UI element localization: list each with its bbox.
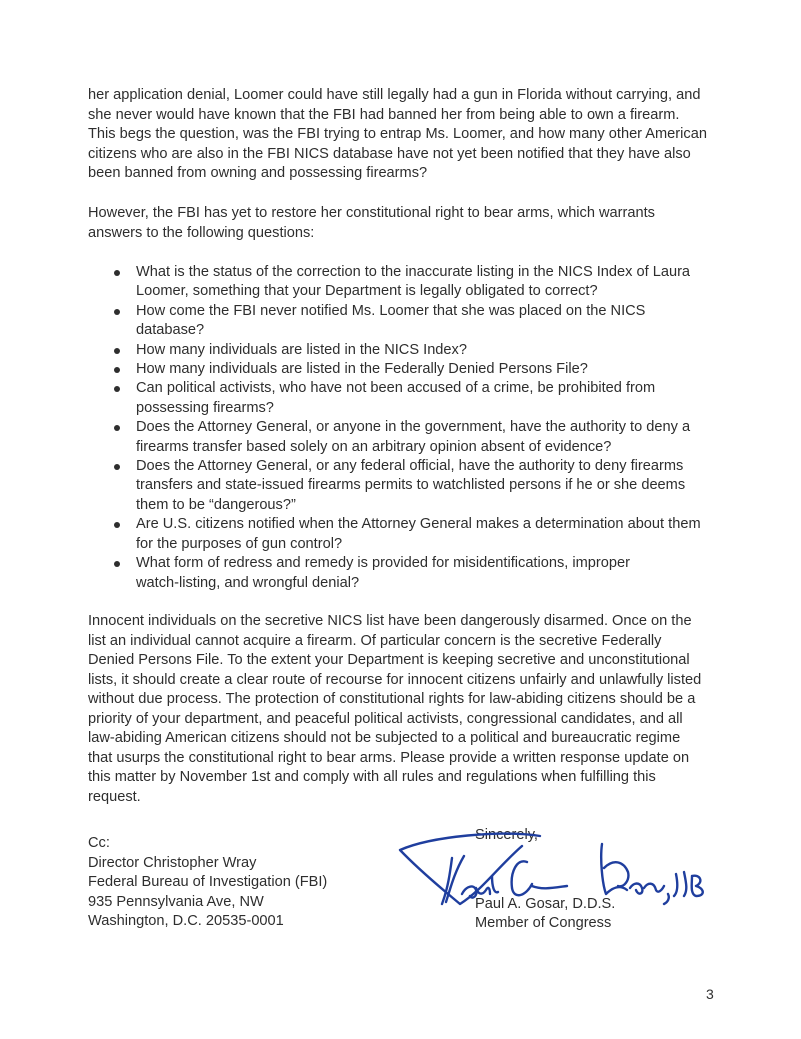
bullet-icon [114,270,120,276]
text-line: firearms transfer based solely on an arbitrary opinion absent of evidence? [136,438,612,455]
page-number: 3 [706,986,714,1002]
cc-recipient-organization: Federal Bureau of Investigation (FBI) [88,874,328,891]
text-line: her application denial, Loomer could have still legally had a gun in Florida without carrying, and [88,87,701,103]
bullet-icon [114,309,120,315]
text-line: Innocent individuals on the secretive NICS list have been dangerously disarmed. Once on the [88,613,692,629]
text-line: list an individual cannot acquire a firearm. Of particular concern is the secretive Federally [88,632,662,649]
text-line: this matter by November 1st and comply with all rules and regulations when fulfilling this [88,769,656,785]
bullet-icon [114,367,120,373]
cc-recipient-name: Director Christopher Wray [88,854,257,871]
text-line: Does the Attorney General, or any federal official, have the authority to deny firearms [136,458,684,475]
question-item [136,379,736,418]
text-line: Loomer, something that your Department is legally obligated to correct? [136,283,598,300]
signer-title: Member of Congress [475,915,612,931]
bullet-icon [114,386,120,392]
question-item [136,360,736,379]
bullet-icon [114,561,120,567]
bullet-icon [114,464,120,470]
text-line: she never would have known that the FBI had banned her from being able to own a firearm. [88,106,680,123]
question-item [136,554,736,593]
text-line: for the purposes of gun control? [136,535,343,552]
text-line: How come the FBI never notified Ms. Loomer that she was placed on the NICS [136,302,646,319]
signer-name: Paul A. Gosar, D.D.S. [475,896,616,912]
bullet-icon [114,348,120,354]
question-item [136,341,736,360]
cc-address-street: 935 Pennsylvania Ave, NW [88,893,264,910]
text-line: This begs the question, was the FBI trying to entrap Ms. Loomer, and how many other American [88,126,707,143]
question-item [136,302,736,341]
cc-address-city: Washington, D.C. 20535-0001 [88,913,284,930]
text-line: What is the status of the correction to the inaccurate listing in the NICS Index of Laura [136,264,691,280]
cc-label: Cc: [88,835,110,851]
bullet-icon [114,425,120,431]
text-line: law-abiding American citizens should not be subjected to a political and bureaucratic regime [88,730,681,746]
cc-block [88,834,327,932]
text-line: that usurps the constitutional right to bear arms. Please provide a written response update on [88,749,690,766]
text-line: without due process. The protection of constitutional rights for law-abiding citizens should be a [88,691,696,707]
text-line: Denied Persons File. To the extent your Department is keeping secretive and unconstitutional [88,652,690,668]
text-line: lists, it should create a clear route of recourse for innocent citizens unfairly and unlawfully listed [88,671,702,688]
paragraph-conclusion [88,612,728,807]
question-item [136,263,736,302]
text-line: What form of redress and remedy is provided for misidentifications, improper [136,555,630,572]
question-item [136,418,736,457]
question-item [136,515,736,554]
paragraph-intro-continuation [88,86,728,184]
text-line: How many individuals are listed in the Federally Denied Persons File? [136,361,588,378]
text-line: Are U.S. citizens notified when the Attorney General makes a determination about them [136,516,701,533]
text-line: Does the Attorney General, or anyone in the government, have the authority to deny a [136,419,691,436]
text-line: been banned from owning and possessing firearms? [88,165,428,182]
question-item [136,457,736,515]
text-line: citizens who are also in the FBI NICS database have not yet been notified that they have also [88,145,691,162]
text-line: However, the FBI has yet to restore her constitutional right to bear arms, which warrants [88,205,655,221]
paragraph-questions-intro [88,204,728,243]
text-line: them to be “dangerous?” [136,496,296,513]
text-line: answers to the following questions: [88,224,315,241]
text-line: request. [88,788,141,805]
closing-salutation: Sincerely, [475,827,538,843]
bullet-icon [114,522,120,528]
text-line: priority of your department, and peaceful political activists, congressional candidates, and all [88,710,683,727]
text-line: transfers and state-issued firearms permits to watchlisted persons if he or she deems [136,477,686,494]
text-line: database? [136,322,205,339]
text-line: How many individuals are listed in the NICS Index? [136,341,467,358]
questions-list [136,263,736,593]
text-line: watch-listing, and wrongful denial? [136,574,360,591]
text-line: Can political activists, who have not been accused of a crime, be prohibited from [136,380,656,397]
text-line: possessing firearms? [136,399,274,416]
